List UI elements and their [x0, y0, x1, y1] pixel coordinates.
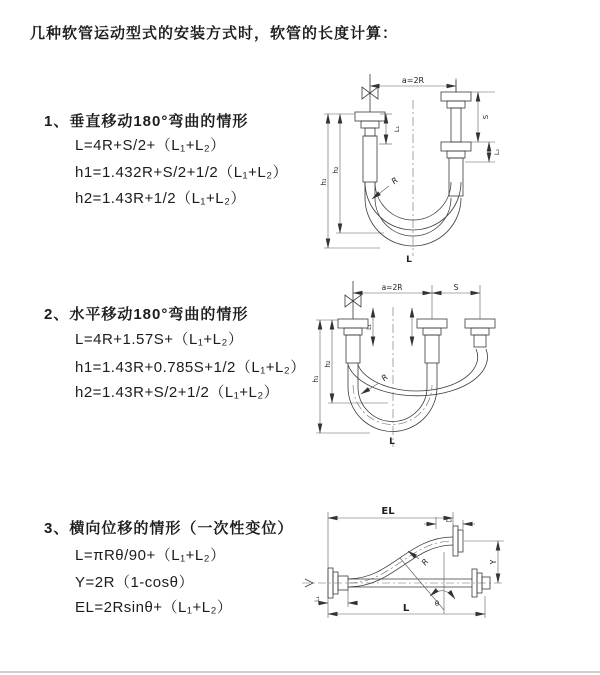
flange-neck: [365, 128, 375, 136]
hose-curve-displaced: [348, 545, 453, 587]
section-2-formula-L: L=4R+1.57S+（L₁+L₂）: [75, 331, 244, 348]
flange-neck: [344, 328, 362, 335]
flange-neck: [458, 530, 463, 552]
flange: [338, 319, 368, 328]
valve-icon: [362, 87, 370, 99]
dim-label-s: S: [482, 114, 490, 120]
flange: [441, 92, 471, 101]
dim-label-h2: h₂: [332, 166, 340, 174]
dim-label-l: L: [402, 603, 410, 614]
hose-curve-displaced: [348, 537, 453, 579]
flange-neck: [423, 328, 441, 335]
flange: [355, 112, 385, 121]
valve-icon: [345, 295, 353, 307]
flange: [417, 319, 447, 328]
braided-hose-section: [363, 136, 377, 182]
pipe-body: [474, 335, 486, 347]
dim-label-h1: h₁: [320, 178, 328, 186]
dim-label-l2: L₂: [445, 516, 453, 524]
dim-label-r: R: [419, 557, 431, 568]
section-2-formula-h1: h1=1.43R+0.785S+1/2（L₁+L₂）: [75, 359, 306, 376]
flange: [453, 526, 458, 556]
diagram-lateral-displacement-svg: [296, 496, 600, 646]
valve-icon: [353, 295, 361, 307]
flange: [465, 319, 495, 328]
section-3-heading: [44, 517, 293, 538]
dim-label-h2: h₂: [324, 360, 332, 368]
hose-curve-moved: [348, 349, 488, 396]
diagram-horizontal-180-bend-svg: [308, 279, 600, 455]
diagram-lateral-displacement: [296, 496, 600, 646]
dim-label-r: R: [389, 175, 400, 187]
section-1-formula-L: L=4R+S/2+（L₁+L₂）: [75, 137, 226, 154]
braided-hose-section: [346, 335, 360, 363]
section-2-title: 水平移动180°弯曲的情形: [69, 306, 249, 323]
section-2-number: 2、: [44, 306, 70, 323]
flange: [441, 142, 471, 151]
section-2-heading: [44, 303, 248, 324]
diagram-horizontal-180-bend: [308, 279, 600, 455]
section-3-formula-EL: EL=2Rsinθ+（L₁+L₂）: [75, 599, 233, 616]
pipe-body: [451, 108, 461, 142]
dim-label-y: Y: [489, 559, 498, 565]
section-3-number: 3、: [44, 520, 70, 537]
dim-label-l1: L₁: [366, 324, 373, 330]
page-title: 几种软管运动型式的安装方式时，软管的长度计算：: [30, 25, 399, 42]
flange-neck: [471, 328, 489, 335]
dim-label-a2r: a=2R: [401, 76, 425, 85]
dim-label-theta: θ: [434, 600, 440, 608]
leader-line-r: [408, 551, 419, 559]
diagram-vertical-180-bend: [308, 70, 600, 266]
valve-icon: [370, 87, 378, 99]
braided-hose-section: [425, 335, 439, 363]
section-1-number: 1、: [44, 113, 70, 130]
section-3-formula-Y: Y=2R（1-cosθ）: [75, 574, 194, 591]
braided-hose-section: [449, 158, 463, 196]
dim-label-a2r: a=2R: [381, 283, 403, 292]
leader-line-r: [372, 186, 389, 199]
dim-label-h1: h₁: [312, 375, 320, 383]
flange-neck: [447, 101, 465, 108]
section-3-title: 横向位移的情形（一次性变位）: [69, 520, 294, 537]
section-1-formula-h2: h2=1.43R+1/2（L₁+L₂）: [75, 190, 246, 207]
dim-label-l1: L₁: [393, 125, 401, 133]
section-3-formula-L: L=πRθ/90+（L₁+L₂）: [75, 547, 226, 564]
dim-label-l: L: [406, 255, 412, 265]
dim-label-l: L: [389, 437, 395, 447]
dim-label-r: R: [379, 372, 390, 384]
section-1-formula-h1: h1=1.432R+S/2+1/2（L₁+L₂）: [75, 164, 289, 181]
section-2-formula-h2: h2=1.43R+S/2+1/2（L₁+L₂）: [75, 384, 280, 401]
diagram-vertical-180-bend-svg: [308, 70, 600, 266]
section-1-title: 垂直移动180°弯曲的情形: [69, 113, 249, 130]
flange-neck: [361, 121, 379, 128]
section-1-heading: [44, 110, 248, 131]
dim-label-l1: L₁: [314, 596, 321, 602]
flange-neck: [447, 151, 465, 158]
dim-label-l2: L₂: [493, 148, 501, 156]
dim-label-el: EL: [381, 506, 395, 517]
dim-label-s: S: [453, 283, 459, 292]
